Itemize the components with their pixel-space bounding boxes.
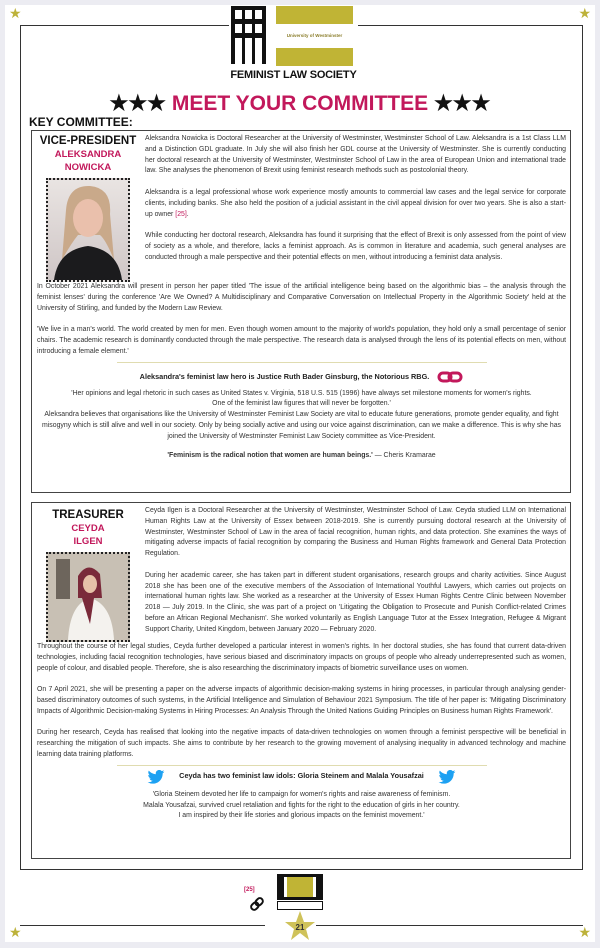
footer-divider	[316, 925, 583, 926]
feminism-quote	[37, 451, 566, 462]
footer-logo	[277, 874, 323, 900]
page-title	[0, 92, 600, 116]
divider	[117, 362, 487, 363]
link-icon[interactable]	[437, 371, 463, 383]
quote-paragraph: 'We live in a man's world. The world created by men for men. Even though women amount to the majority of world's population, they hold only a small percentage of senior chairs. The academic research is dominantly conducted through the male perspective. The research data is analysed through the lens of its potential effects on men, without introducing a female element.'	[37, 326, 566, 355]
quote-author: — Cheris Kramarae	[374, 451, 436, 459]
committee-content	[31, 130, 571, 947]
hero-line	[37, 371, 566, 383]
page-number-badge	[284, 910, 316, 942]
member-photo	[46, 178, 130, 282]
twitter-icon[interactable]	[147, 770, 165, 784]
stars-icon: ★★★	[433, 92, 491, 115]
reference-link[interactable]: [25]	[175, 210, 187, 218]
footer-divider	[20, 869, 583, 870]
idols-quote	[37, 790, 566, 822]
bio-paragraph: Aleksandra Nowicka is Doctoral Researcher at the University of Westminster, Westminster School of Law. Aleksandra is a 1st Class LLM and a Distinction GDL graduate. In July she will also finish her GDL course at the University of Westminster. She is currently conducting her doctoral research at the University of Westminster, Westminster School of Law in the area of European Union and international trade law. She analyses the phenomenon of Brexit using feminist research methods such as postcolonial theory.	[145, 135, 566, 175]
corner-star-icon: ★	[9, 924, 22, 940]
hero-quote-line: 'Her opinions and legal rhetoric in such cases as United States v. Virginia, 518 U.S. 515 (1996) have always set milestone moments for women's rights.	[71, 389, 532, 397]
member-name: ALEKSANDRA	[54, 149, 122, 160]
treasurer-card	[31, 502, 571, 859]
hero-quote	[37, 389, 566, 411]
profile-header	[37, 506, 139, 642]
title-text: MEET YOUR COMMITTEE	[171, 92, 429, 115]
closing-paragraph: Aleksandra believes that organisations like the University of Westminster Feminist Law Society are vital to educate future generations, promote gender equality, and fight misogyny which is still alive and well in our society. Only by being socially active and using our voice against discrimination, can we make a difference. This is why she has joined the University of Westminster Feminist Law Society committee as Vice-President.	[42, 411, 561, 440]
member-name: ILGEN	[73, 536, 103, 547]
bio-paragraph: Throughout the course of her legal studies, Ceyda further developed a particular interest in women's rights. In her doctoral studies, she has found that current data-driven technologies, including facial recognition technologies, have serious biased and discriminatory impacts on groups of people who already underrepresented such as women, people of colour, and disabled people. Therefore, she is also researching the discriminatory impacts of biometric surveillance uses on women.	[37, 643, 566, 672]
building-icon	[231, 6, 266, 64]
section-label: KEY COMMITTEE:	[29, 115, 133, 129]
stars-icon: ★★★	[109, 92, 166, 115]
bio-paragraph: While conducting her doctoral research, Aleksandra has found it surprising that the effect of Brexit is only assessed from the point of view of society as a whole, and therefore, lacks a feminist approach. As is common in literature and academia, such general analyses are conducted through a male perspective and their potential effects on men, without introducing a feminist data analysis.	[145, 232, 566, 261]
bio-paragraph: On 7 April 2021, she will be presenting a paper on the adverse impacts of algorithmic decision-making systems in hiring processes, in particular through analysing gender-based discriminatory outcomes of such systems, in the Artificial Intelligence and Simulation of Behaviour 2021 Symposium. The title of her paper is: 'Mitigating Discriminatory Impacts of Algorithmic Decision-making Systems in Hiring Processes: An Analysis Through the United Nations Guiding Principles on Business human Rights Framework'.	[37, 686, 566, 715]
vice-president-card	[31, 130, 571, 493]
idols-quote-line: 'Gloria Steinem devoted her life to campaign for women's rights and raise awareness of feminism.	[152, 790, 451, 798]
idols-line	[37, 770, 566, 784]
divider	[117, 765, 487, 766]
logo-bar	[276, 48, 353, 66]
idols-text: Ceyda has two feminist law idols: Gloria Steinem and Malala Yousafzai	[179, 771, 424, 781]
member-name: CEYDA	[71, 523, 105, 534]
bio-text: Aleksandra is a legal professional whose work experience mostly amounts to commercial law cases and the legal service for corporate clients, including banks. She also held the position of a judicial assistant in the civil appeal division for over two years. She is also a start-up owner	[145, 188, 566, 218]
profile-header	[37, 134, 139, 282]
hero-text: Aleksandra's feminist law hero is Justice Ruth Bader Ginsburg, the Notorious RBG.	[139, 371, 430, 381]
role-title: VICE-PRESIDENT	[39, 135, 137, 147]
idols-quote-line: I am inspired by their life stories and glorious impacts on the feminist movement.'	[178, 812, 425, 820]
corner-star-icon: ★	[9, 5, 22, 21]
footer-reference[interactable]: [25]	[244, 887, 255, 893]
bio-paragraph: In October 2021 Aleksandra will present in person her paper titled 'The issue of the artificial intelligence being based on the algorithmic bias – the analysis through the feminist lenses' during the conference 'Are We Owned? A Multidisciplinary and Comparative Conversation on Intellectual Property in the Algorithmic Society' held at the University of Stirling, and funded by the Modern Law Review.	[37, 283, 566, 312]
role-title: TREASURER	[52, 509, 124, 521]
quote-text: 'Feminism is the radical notion that women are human beings.'	[167, 451, 373, 459]
logo-university: University of Westminster	[286, 33, 343, 38]
page-footer	[0, 869, 600, 947]
footer-logo-caption	[277, 901, 323, 910]
corner-star-icon: ★	[578, 5, 591, 21]
bio-paragraph: During her research, Ceyda has realised that looking into the negative impacts of data-driven technologies on women through a feminist perspective will be beneficial in researching the mitigation of such impacts. She aims to contribute by her research to the growing movement of analysing inequality in advanced technology and machine learning data training platforms.	[37, 729, 566, 758]
page-number: 21	[295, 923, 305, 932]
bio-paragraph: Aleksandra is a legal professional whose work experience mostly amounts to commercial law cases and the legal service for corporate clients, including banks. She also held the position of a judicial assistant in the civil appeal division for over two years. She is also a start-up owner [25].	[145, 188, 566, 218]
member-photo	[46, 552, 130, 642]
logo-society-name: FEMINIST LAW SOCIETY	[230, 69, 357, 81]
bio-paragraph: Ceyda Ilgen is a Doctoral Researcher at the University of Westminster, Westminster School of Law. Ceyda studied LLM on International Human Rights Law at the University of Essex between 2018-2019. She is currently pursuing doctoral research at the University of Westminster, Westminster School of Law in the area of facial recognition, human rights, and data protection. She examines the ways of mitigating adverse impacts of facial recognition by comparing the Business and Human Rights framework and General Data Protection Regulation.	[145, 507, 566, 558]
hero-quote-line: One of the feminist law figures that will never be forgotten.'	[212, 400, 391, 408]
society-logo	[229, 6, 358, 84]
logo-bar	[276, 6, 353, 24]
corner-star-icon: ★	[578, 924, 591, 940]
twitter-icon[interactable]	[438, 770, 456, 784]
member-name: NOWICKA	[64, 162, 112, 173]
footer-divider	[20, 925, 265, 926]
link-icon[interactable]	[250, 897, 264, 911]
idols-quote-line: Malala Yousafzai, survived cruel retaliation and fights for the right to the education of girls in her country.	[143, 801, 460, 809]
bio-paragraph: During her academic career, she has taken part in different student organisations, research groups and charity activities. Since August 2018 she has been one of the executive members of the Association of International Youthful Lawyers, which carries out projects on international human rights law. She worked as a researcher at the University of Essex Human Rights Centre Clinic between November 2018 — July 2019. In the Clinic, she was part of a project on 'Litigating the Obligation to Prosecute and Punish Conflict-related Crimes before an African Regional Mechanism'. She worked voluntarily as English Language Tutor at the Essex Integration, Refugee & Migrant Support Charity, United Kingdom, between January 2020 — February 2020.	[145, 571, 566, 633]
